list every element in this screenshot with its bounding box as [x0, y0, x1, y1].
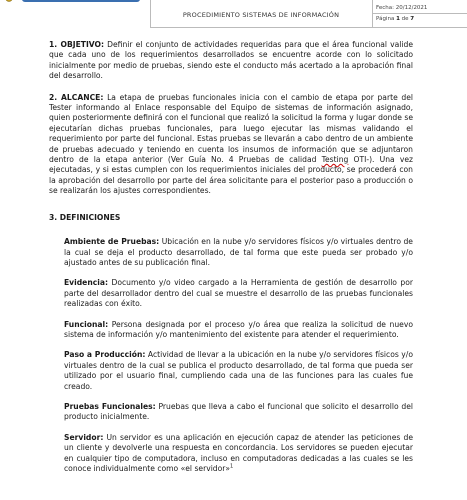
definitions-list [49, 237, 413, 474]
definition-text: Ubicación en la nube y/o servidores físicos y/o virtuales dentro de la cual se deja el producto desarrollado, de tal forma que este pueda ser probado y/o ajustado antes de su publicación final. [64, 237, 413, 267]
page-row [372, 14, 467, 25]
definition-term: Evidencia: [64, 278, 108, 288]
definition-text: Documento y/o video cargado a la Herramienta de gestión de desarrollo por parte del desarrollador dentro del cual se muestre el desarrollo de las pruebas funcionales realizadas con éxito. [64, 278, 414, 309]
definition-text: Pruebas que lleva a cabo el funcional que solicito el desarrollo del producto inicialmente. [64, 401, 414, 422]
section-alcance [49, 93, 413, 197]
date-value: 20/12/2021 [395, 5, 428, 11]
definition-text: Actividad de llevar a la ubicación en la nube y/o servidores físicos y/o virtuales dentro de la cual se publica el producto desarrollado, de tal forma que pueda ser utilizado por el usuario final, cumpliendo cada una de las funciones para las cuales fue creado. [64, 350, 413, 391]
date-label: Fecha: [376, 5, 394, 11]
definition-term: Paso a Producción: [64, 350, 146, 360]
definition-term: Pruebas Funcionales: [64, 401, 156, 411]
alcance-heading: 2. ALCANCE: [49, 92, 104, 102]
section-objetivo [49, 40, 413, 82]
definition-text: Persona designada por el proceso y/o área que realiza la solicitud de nuevo sistema de información y/o mantenimiento del existente para atender el requerimiento. [64, 319, 413, 339]
objetivo-heading: 1. OBJETIVO: [49, 40, 105, 49]
title-cell [150, 0, 373, 28]
page-total: 7 [410, 16, 415, 22]
definition-term: Ambiente de Pruebas: [64, 237, 160, 247]
coat-of-arms-icon [5, 0, 13, 2]
definition-item [64, 402, 413, 423]
page-label: Página [376, 16, 395, 22]
definition-item [64, 237, 413, 268]
definition-item [64, 350, 413, 392]
meta-cell [372, 0, 467, 28]
definition-text: Un servidor es una aplicación en ejecución capaz de atender las peticiones de un cliente y devolverle una respuesta en concordancia. Los servidores se pueden ejecutar en cualquier tipo de computadora, incluso en computadoras dedicadas a las cuales se les conoce individualmente como «el servidor» [64, 432, 413, 473]
objetivo-text: Definir el conjunto de actividades requeridas para que el área funcional valide que cada uno de los requerimientos desarrollados se encuentre acorde con lo solicitado inicialmente por medio de pruebas, siendo este el conducto más acertado a la aprobación final del desarrollo. [49, 40, 413, 81]
definition-term: Funcional: [64, 319, 109, 329]
logo-cell [0, 0, 151, 27]
alcance-text-2: OTI-). Una vez ejecutadas, y si estas cumplen con los requerimientos iniciales del producto, se procederá con la aprobación del desarrollo por parte del área solicitante para el posterior paso a producción o se realizarán los ajustes correspondientes. [49, 155, 413, 196]
spellcheck-flagged-word: Testing [321, 155, 349, 165]
definition-item [64, 278, 413, 309]
date-row [372, 3, 467, 14]
alcance-text-1: La etapa de pruebas funcionales inicia con el cambio de etapa por parte del Tester informando al Enlace responsable del Equipo de sistemas de información asignado, quien posteriormente definirá con el funcional que realizó la solicitud la forma y lugar donde se ejecutarían dichas pruebas funcionales, para luego ejecutar las mismas validando el requerimiento por parte del funcional. Estas pruebas se llevarán a cabo dentro de un ambiente de pruebas adecuado y teniendo en cuenta los insumos de información que se adjuntaron dentro de la etapa anterior (Ver Guía No. 4 Pruebas de calidad [49, 92, 414, 165]
entity-logo-bar [22, 0, 140, 2]
definition-term: Servidor: [64, 432, 104, 442]
definition-item [64, 433, 413, 475]
definition-item [64, 320, 413, 341]
page-current: 1 [396, 16, 400, 22]
page-of: de [401, 16, 409, 22]
document-title: PROCEDIMIENTO SISTEMAS DE INFORMACIÓN [182, 11, 340, 19]
document-header [0, 0, 467, 27]
document-body [49, 40, 413, 474]
definiciones-heading: 3. DEFINICIONES [49, 212, 121, 222]
footnote-marker[interactable]: 1 [230, 463, 234, 470]
